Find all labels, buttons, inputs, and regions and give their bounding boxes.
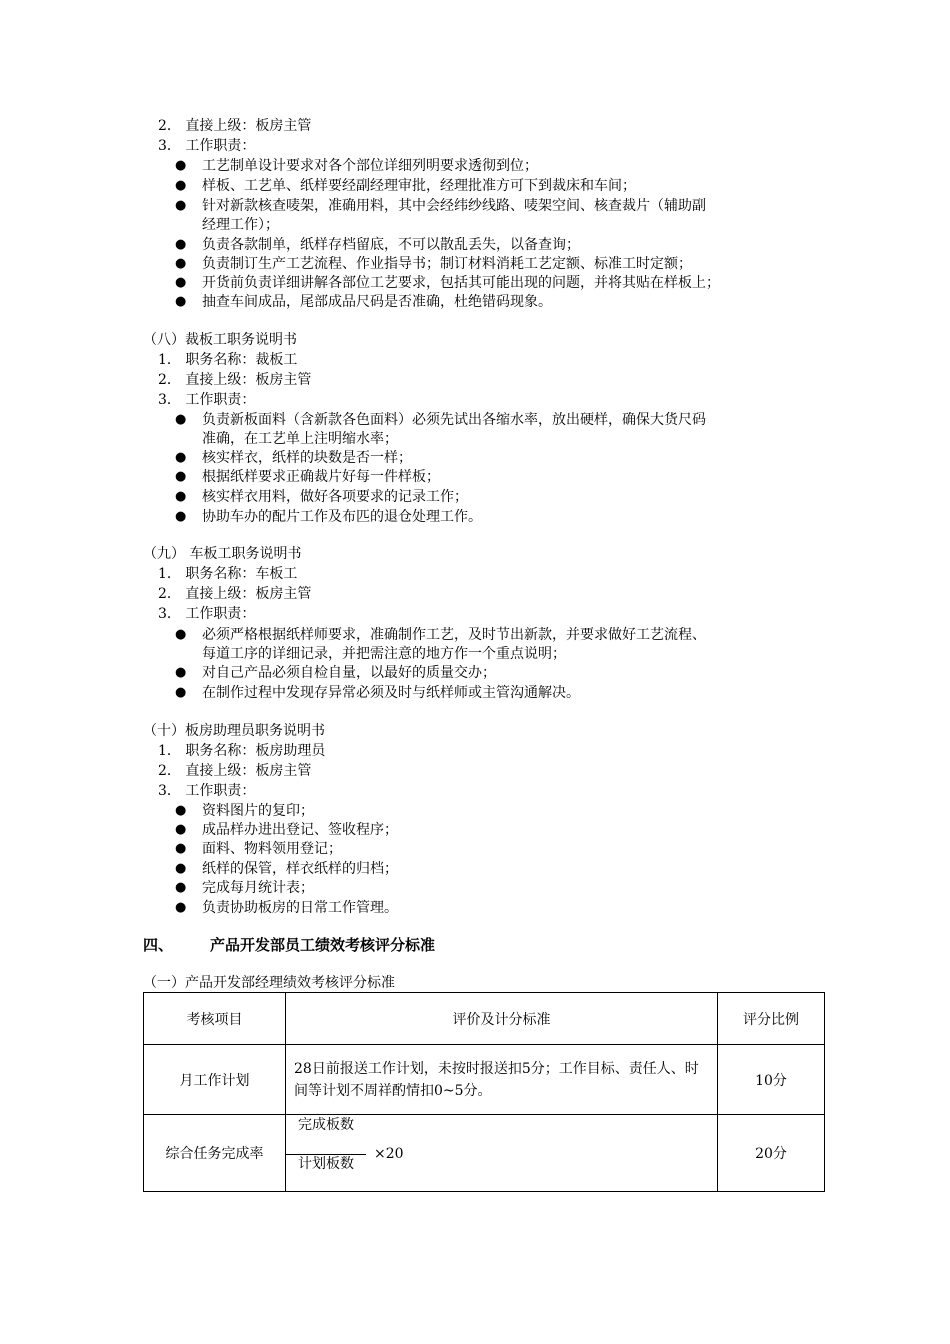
s9-title: （九） 车板工职务说明书 (143, 546, 302, 562)
s7-bullet-4: 负责各款制单，纸样存档留底，不可以散乱丢失，以备查询； (202, 237, 580, 253)
bullet-icon: ● (175, 489, 187, 504)
row1-criteria: 28日前报送工作计划，未按时报送扣5分；工作目标、责任人、时间等计划不周祥酌情扣0~5分。 (286, 1045, 718, 1115)
header-criteria: 评价及计分标准 (286, 993, 718, 1045)
bullet-icon: ● (175, 178, 187, 193)
bullet-icon: ● (175, 256, 187, 271)
s10-item2: 2． 直接上级：板房主管 (158, 763, 312, 779)
s7-bullet-3: 针对新款核查唛架，准确用料，其中会经纬纱线路、唛架空间、核查裁片（辅助副 (202, 198, 706, 214)
score-table (143, 992, 825, 1192)
part4-sub1: （一）产品开发部经理绩效考核评分标准 (143, 975, 395, 991)
bullet-icon: ● (175, 412, 187, 427)
s8-bullet-4: 核实样衣用料，做好各项要求的记录工作； (202, 489, 468, 505)
s10-bullet-1: 资料图片的复印； (202, 803, 314, 819)
s7-bullet-3-cont: 经理工作）； (202, 217, 279, 233)
bullet-icon: ● (175, 627, 187, 642)
fraction-numerator: 完成板数 (298, 1117, 354, 1133)
s9-item1: 1． 职务名称：车板工 (158, 566, 298, 582)
bullet-icon: ● (175, 861, 187, 876)
bullet-icon: ● (175, 237, 187, 252)
s9-item3: 3． 工作职责： (158, 606, 256, 622)
row2-item: 综合任务完成率 (144, 1115, 286, 1192)
bullet-icon: ● (175, 198, 187, 213)
s8-item2: 2． 直接上级：板房主管 (158, 372, 312, 388)
s10-bullet-4: 纸样的保管，样衣纸样的归档； (202, 861, 398, 877)
part4-number: 四、 (143, 936, 174, 954)
bullet-icon: ● (175, 450, 187, 465)
s10-title: （十）板房助理员职务说明书 (143, 723, 325, 739)
table-row (144, 1045, 825, 1115)
s9-item2: 2． 直接上级：板房主管 (158, 586, 312, 602)
s10-bullet-6: 负责协助板房的日常工作管理。 (202, 900, 398, 916)
s9-bullet-1-cont: 每道工序的详细记录，并把需注意的地方作一个重点说明； (202, 646, 566, 662)
s8-item1: 1． 职务名称：裁板工 (158, 352, 298, 368)
s10-bullet-2: 成品样办进出登记、签收程序； (202, 822, 398, 838)
row2-criteria (286, 1115, 718, 1192)
table-header-row (144, 993, 825, 1045)
row1-item: 月工作计划 (144, 1045, 286, 1115)
s9-bullet-3: 在制作过程中发现存异常必须及时与纸样师或主管沟通解决。 (202, 685, 580, 701)
bullet-icon: ● (175, 900, 187, 915)
s10-bullet-5: 完成每月统计表； (202, 880, 314, 896)
s8-bullet-2: 核实样衣，纸样的块数是否一样； (202, 450, 412, 466)
bullet-icon: ● (175, 665, 187, 680)
s7-bullet-2: 样板、工艺单、纸样要经副经理审批，经理批准方可下到裁床和车间； (202, 178, 636, 194)
s7-item3: 3． 工作职责： (158, 138, 256, 154)
bullet-icon: ● (175, 158, 187, 173)
fraction-formula (286, 1115, 717, 1191)
part4-title: 产品开发部员工绩效考核评分标准 (210, 936, 436, 954)
header-item: 考核项目 (144, 993, 286, 1045)
row2-score: 20分 (718, 1115, 825, 1192)
s8-item3: 3． 工作职责： (158, 392, 256, 408)
fraction-multiplier: ×20 (374, 1146, 404, 1162)
s9-bullet-1: 必须严格根据纸样师要求，准确制作工艺，及时节出新款，并要求做好工艺流程、 (202, 627, 706, 643)
bullet-icon: ● (175, 275, 187, 290)
s7-bullet-6: 开货前负责详细讲解各部位工艺要求，包括其可能出现的问题，并将其贴在样板上； (202, 275, 720, 291)
s9-bullet-2: 对自己产品必须自检自量，以最好的质量交办； (202, 665, 496, 681)
s10-item1: 1． 职务名称：板房助理员 (158, 743, 326, 759)
bullet-icon: ● (175, 294, 187, 309)
s7-bullet-5: 负责制订生产工艺流程、作业指导书；制订材料消耗工艺定额、标准工时定额； (202, 256, 692, 272)
bullet-icon: ● (175, 509, 187, 524)
s7-bullet-7: 抽查车间成品，尾部成品尺码是否准确，杜绝错码现象。 (202, 294, 552, 310)
s8-bullet-1-cont: 准确，在工艺单上注明缩水率； (202, 431, 398, 447)
s8-title: （八）裁板工职务说明书 (143, 332, 297, 348)
s8-bullet-1: 负责新板面料（含新款各色面料）必须先试出各缩水率，放出硬样，确保大货尺码 (202, 412, 706, 428)
s10-bullet-3: 面料、物料领用登记； (202, 841, 342, 857)
bullet-icon: ● (175, 880, 187, 895)
row1-score: 10分 (718, 1045, 825, 1115)
bullet-icon: ● (175, 685, 187, 700)
table-row (144, 1115, 825, 1192)
header-score: 评分比例 (718, 993, 825, 1045)
s7-bullet-1: 工艺制单设计要求对各个部位详细列明要求透彻到位； (202, 158, 538, 174)
s7-item2: 2． 直接上级：板房主管 (158, 118, 312, 134)
s8-bullet-3: 根据纸样要求正确裁片好每一件样板； (202, 469, 440, 485)
s8-bullet-5: 协助车办的配片工作及布匹的退仓处理工作。 (202, 509, 482, 525)
bullet-icon: ● (175, 469, 187, 484)
bullet-icon: ● (175, 822, 187, 837)
s10-item3: 3． 工作职责： (158, 783, 256, 799)
fraction-denominator: 计划板数 (298, 1156, 354, 1172)
bullet-icon: ● (175, 841, 187, 856)
bullet-icon: ● (175, 803, 187, 818)
